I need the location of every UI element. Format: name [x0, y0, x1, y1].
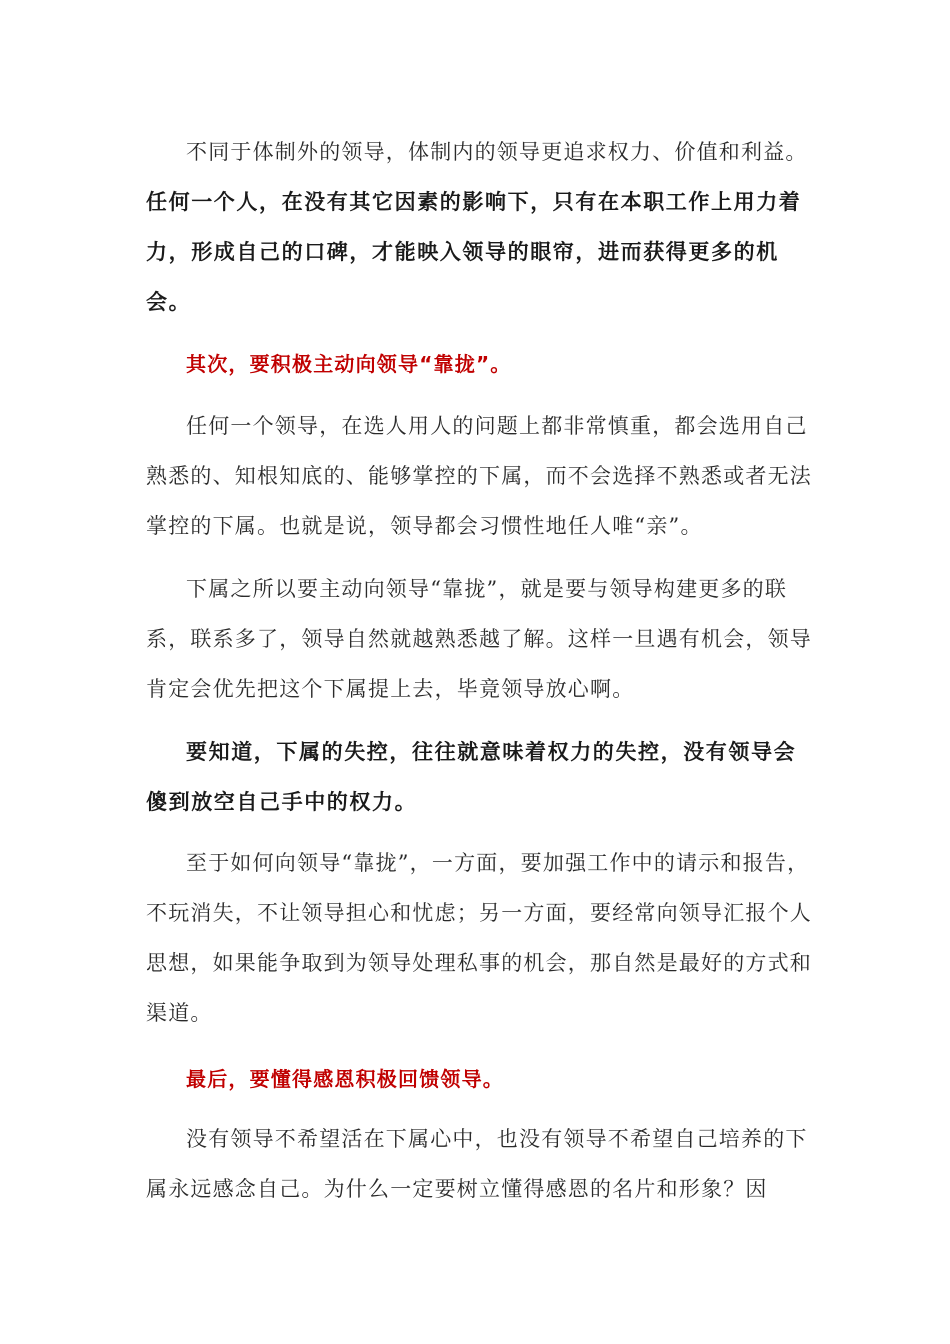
paragraph-how-to: 至于如何向领导“靠拢”，一方面，要加强工作中的请示和报告，不玩消失，不让领导担心和忧虑；另一方面，要经常向领导汇报个人思想，如果能争取到为领导处理私事的机会，那自然是最好的方式和渠道。 — [146, 851, 812, 1025]
paragraph-gratitude: 没有领导不希望活在下属心中，也没有领导不希望自己培养的下属永远感念自己。为什么一定要树立懂得感恩的名片和形象？因 — [146, 1127, 808, 1201]
section-heading-last: 最后，要懂得感恩积极回馈领导。 — [186, 1067, 504, 1091]
section-heading-second: 其次，要积极主动向领导“靠拢”。 — [186, 352, 512, 376]
paragraph-selection: 任何一个领导，在选人用人的问题上都非常慎重，都会选用自己熟悉的、知根知底的、能够掌控的下属，而不会选择不熟悉或者无法掌控的下属。也就是说，领导都会习惯性地任人唯“亲”。 — [146, 414, 812, 538]
paragraph-control-bold: 要知道，下属的失控，往往就意味着权力的失控，没有领导会傻到放空自己手中的权力。 — [146, 740, 797, 814]
paragraph-intro-bold: 任何一个人，在没有其它因素的影响下，只有在本职工作上用力着力，形成自己的口碑，才能映入领导的眼帘，进而获得更多的机会。 — [146, 190, 802, 314]
paragraph-intro — [146, 127, 818, 177]
paragraph-intro-text: 不同于体制外的领导，体制内的领导更追求权力、价值和利益。 — [186, 140, 808, 164]
paragraph-approach: 下属之所以要主动向领导“靠拢”，就是要与领导构建更多的联系，联系多了，领导自然就越熟悉越了解。这样一旦遇有机会，领导肯定会优先把这个下属提上去，毕竟领导放心啊。 — [146, 577, 812, 701]
